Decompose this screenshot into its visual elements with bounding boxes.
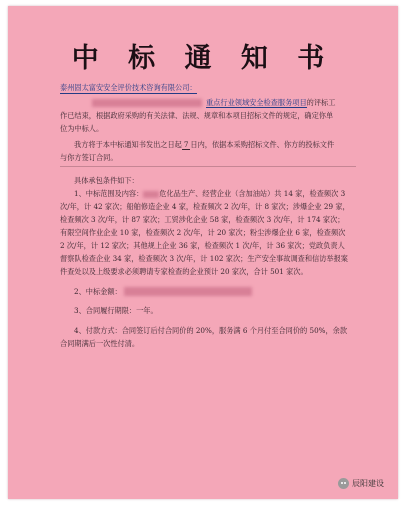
item1-line7: 件查处以及上级要求必须聘请专家检查的企业预计 20 家次，合计 501 家次。: [60, 267, 308, 276]
para1-line1: [206, 98, 335, 107]
redacted-area: [143, 191, 159, 198]
item1-line4: 有限空间作业企业 10 家，检查频次 2 次/年，计 20 家次；粉尘涉爆企业 6 家，检查频次: [60, 228, 346, 237]
wechat-icon: [338, 478, 349, 489]
contract-days: 7: [183, 140, 189, 149]
para1-line1-tail: 的评标工: [306, 98, 336, 107]
para2-post: 日内，依据本采购招标文件、你方的投标文件: [190, 140, 335, 149]
item1-text: 危化品生产、经营企业（含加油站）共 14 家，检查频次 3: [159, 189, 346, 198]
redacted-amount: [124, 287, 252, 296]
item3-line: 3、合同履行期限：一年。: [74, 306, 158, 315]
para2-line1: [74, 140, 334, 149]
item1-line3: 检查频次 3 次/年，计 87 家次；工贸涉化企业 58 家，检查频次 3 次/年，计 174 家次；: [60, 215, 345, 224]
project-name: 重点行业领域安全检查服务项目: [206, 98, 307, 107]
para2-line2: 与你方签订合同。: [60, 153, 118, 162]
notice-page: [8, 6, 398, 499]
item1-line5: 2 次/年，计 12 家次；其他规上企业 36 家，检查频次 1 次/年，计 36 家次；党政负责人: [60, 241, 345, 250]
notice-title: 中 标 通 知 书: [71, 43, 335, 74]
conditions-intro: 具体承包条件如下：: [74, 176, 139, 185]
item4-line2: 合同期满后一次性付清。: [60, 339, 140, 348]
para1-line3: 位为中标人。: [60, 124, 104, 133]
item2-line: 2、中标金额：: [74, 287, 122, 296]
item1-line1: [74, 189, 345, 198]
watermark: [338, 478, 384, 489]
item1-label: 1、中标范围及内容：: [74, 189, 144, 198]
divider: [60, 166, 356, 167]
item4-line1: 4、付款方式：合同签订后付合同价的 20%，服务满 6 个月付至合同价的 50%，余款: [74, 326, 348, 335]
addressee: 泰州固太富安安全评价技术咨询有限公司：: [60, 83, 197, 92]
para2-pre: 我方将于本中标通知书发出之日起: [74, 140, 182, 149]
para1-line2: 作已结束，根据政府采购的有关法律、法规、规章和本项目招标文件的规定，确定你单: [60, 111, 334, 120]
item1-line6: 督察队检查企业 34 家，检查频次 3 次/年，计 102 家次；生产安全事故调查和信访举报案: [60, 254, 348, 263]
redacted-project-prefix: [92, 99, 202, 107]
item1-line2: 次/年，计 42 家次；船舶修造企业 4 家，检查频次 2 次/年，计 8 家次；涉爆企业 29 家，: [60, 202, 350, 211]
watermark-text: 辰阳建设: [352, 479, 384, 488]
